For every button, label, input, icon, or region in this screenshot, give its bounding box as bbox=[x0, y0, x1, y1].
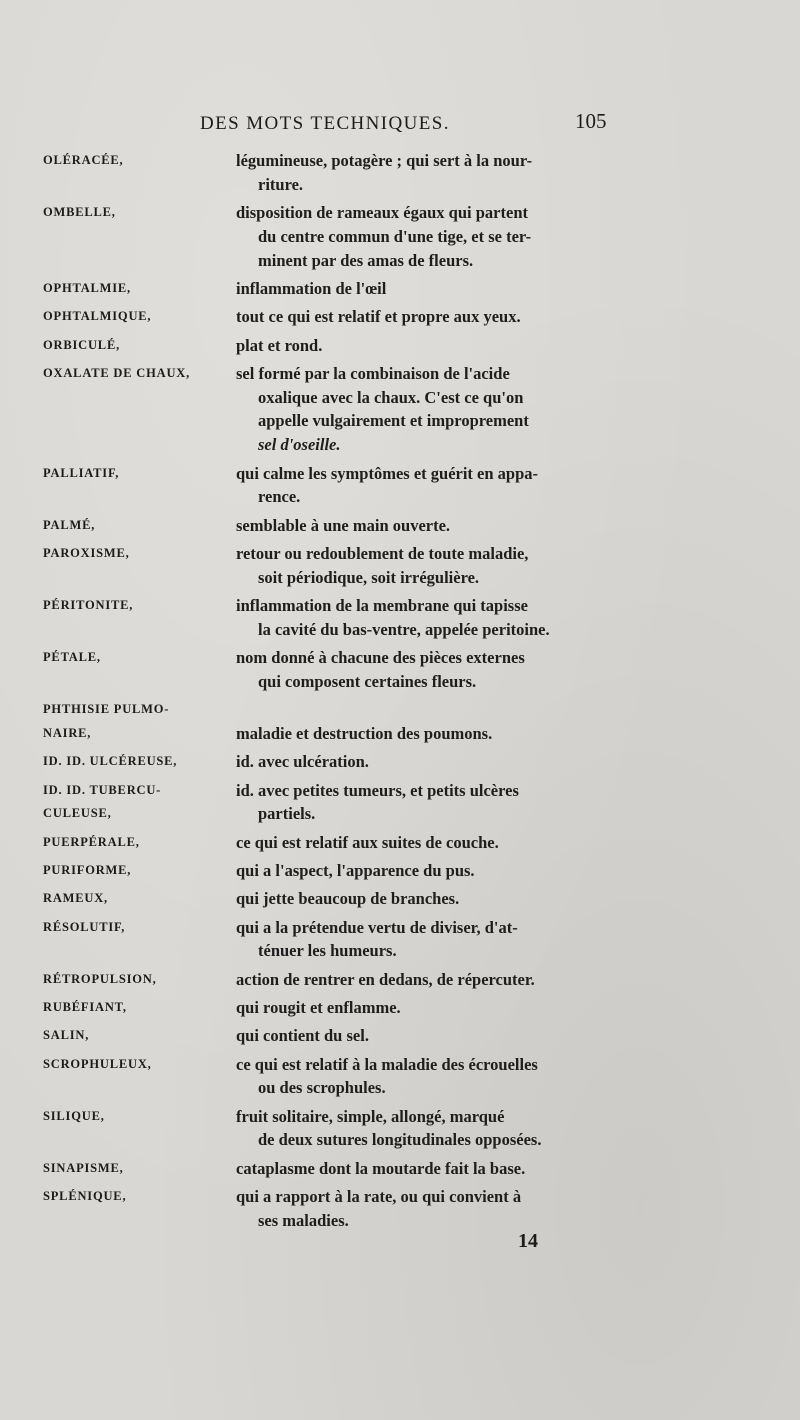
entry-definition-line: ce qui est relatif à la maladie des écrouelles bbox=[236, 1054, 538, 1074]
glossary-entry bbox=[43, 305, 643, 329]
entry-term bbox=[43, 542, 236, 566]
entry-definition bbox=[236, 305, 628, 329]
entry-definition-line: la cavité du bas-ventre, appelée peritoine. bbox=[258, 619, 550, 639]
entry-term bbox=[43, 305, 236, 329]
entry-definition-line: sel d'oseille. bbox=[258, 435, 341, 455]
glossary-entry bbox=[43, 859, 643, 883]
entry-definition-line: qui a rapport à la rate, ou qui convient à bbox=[236, 1187, 522, 1207]
entry-definition-line: partiels. bbox=[258, 804, 316, 824]
entry-definition-line: ou des scrophules. bbox=[258, 1078, 386, 1098]
entry-term-line: PÉRITONITE, bbox=[43, 598, 134, 613]
entry-term bbox=[43, 334, 236, 358]
entry-term-line: PURIFORME, bbox=[43, 863, 132, 878]
entry-definition bbox=[236, 831, 628, 855]
entry-definition-line: ténuer les humeurs. bbox=[258, 941, 397, 961]
entry-term bbox=[43, 1024, 236, 1048]
running-head: DES MOTS TECHNIQUES. bbox=[200, 113, 450, 134]
glossary-entry bbox=[43, 750, 643, 774]
entry-definition-line: qui calme les symptômes et guérit en appa- bbox=[236, 463, 539, 483]
entry-term-line: PALLIATIF, bbox=[43, 465, 120, 480]
entry-term bbox=[43, 201, 236, 225]
entry-term bbox=[43, 916, 236, 940]
glossary-entries bbox=[43, 149, 643, 1237]
entry-term-line: OPHTALMIE, bbox=[43, 280, 131, 295]
entry-definition-line: qui a l'aspect, l'apparence du pus. bbox=[236, 861, 475, 881]
entry-term bbox=[43, 362, 236, 386]
glossary-entry bbox=[43, 334, 643, 358]
glossary-entry bbox=[43, 968, 643, 992]
entry-definition-line: tout ce qui est relatif et propre aux yeux. bbox=[236, 307, 521, 327]
entry-definition bbox=[236, 779, 628, 827]
entry-definition-line: id. avec petites tumeurs, et petits ulcères bbox=[236, 780, 519, 800]
entry-term-line: OPHTALMIQUE, bbox=[43, 309, 152, 324]
entry-definition-line: oxalique avec la chaux. C'est ce qu'on bbox=[258, 387, 524, 407]
entry-definition-line: semblable à une main ouverte. bbox=[236, 515, 451, 535]
glossary-entry bbox=[43, 1185, 643, 1233]
entry-definition-line: maladie et destruction des poumons. bbox=[236, 724, 493, 744]
entry-term bbox=[43, 1185, 236, 1209]
entry-term-line: SPLÉNIQUE, bbox=[43, 1189, 127, 1204]
page-number: 105 bbox=[575, 109, 607, 133]
entry-definition bbox=[236, 594, 628, 642]
entry-term-line: PAROXISME, bbox=[43, 545, 130, 560]
entry-term-line: PALMÉ, bbox=[43, 517, 96, 532]
entry-term-line: CULEUSE, bbox=[43, 806, 112, 821]
entry-definition bbox=[236, 968, 628, 992]
entry-definition bbox=[236, 1024, 628, 1048]
entry-definition bbox=[236, 996, 628, 1020]
entry-definition bbox=[236, 750, 628, 774]
entry-definition-line: retour ou redoublement de toute maladie, bbox=[236, 543, 529, 563]
entry-term-line: ID. ID. ULCÉREUSE, bbox=[43, 754, 178, 769]
entry-term-line: SINAPISME, bbox=[43, 1160, 124, 1175]
entry-term-line: SCROPHULEUX, bbox=[43, 1056, 152, 1071]
entry-definition-line: fruit solitaire, simple, allongé, marqué bbox=[236, 1106, 505, 1126]
entry-term-line: RÉTROPULSION, bbox=[43, 971, 157, 986]
entry-term bbox=[43, 1053, 236, 1077]
entry-definition-line: du centre commun d'une tige, et se ter- bbox=[258, 226, 532, 246]
entry-definition-line: minent par des amas de fleurs. bbox=[258, 250, 474, 270]
glossary-entry bbox=[43, 779, 643, 827]
entry-term-line: RUBÉFIANT, bbox=[43, 1000, 127, 1014]
entry-definition-line: de deux sutures longitudinales opposées. bbox=[258, 1130, 542, 1150]
entry-definition bbox=[236, 277, 628, 301]
entry-term-line: ID. ID. TUBERCU- bbox=[43, 782, 162, 797]
glossary-entry bbox=[43, 1157, 643, 1181]
entry-term-line: PUERPÉRALE, bbox=[43, 834, 140, 849]
entry-definition bbox=[236, 916, 628, 964]
glossary-entry bbox=[43, 149, 643, 197]
glossary-entry bbox=[43, 698, 643, 746]
entry-definition bbox=[236, 646, 628, 694]
entry-term-line: PHTHISIE PULMO- bbox=[43, 702, 170, 717]
entry-definition-line: disposition de rameaux égaux qui partent bbox=[236, 203, 528, 223]
glossary-entry bbox=[43, 514, 643, 538]
entry-term bbox=[43, 646, 236, 670]
entry-term bbox=[43, 887, 236, 911]
glossary-entry bbox=[43, 887, 643, 911]
entry-definition-line: sel formé par la combinaison de l'acide bbox=[236, 363, 510, 383]
entry-definition bbox=[236, 514, 628, 538]
entry-definition-line: qui rougit et enflamme. bbox=[236, 998, 401, 1017]
entry-definition-line: qui composent certaines fleurs. bbox=[258, 671, 477, 691]
entry-term bbox=[43, 750, 236, 774]
entry-term-line: OXALATE DE CHAUX, bbox=[43, 365, 191, 380]
entry-term-line: PÉTALE, bbox=[43, 650, 101, 665]
entry-definition-line: plat et rond. bbox=[236, 335, 323, 355]
entry-definition-line: rence. bbox=[258, 487, 301, 507]
entry-term-line: OLÉRACÉE, bbox=[43, 153, 124, 167]
entry-term bbox=[43, 149, 236, 173]
glossary-entry bbox=[43, 1105, 643, 1153]
entry-term bbox=[43, 698, 236, 746]
entry-definition bbox=[236, 362, 628, 457]
entry-term bbox=[43, 859, 236, 883]
glossary-entry bbox=[43, 831, 643, 855]
glossary-entry bbox=[43, 1024, 643, 1048]
entry-definition-line: nom donné à chacune des pièces externes bbox=[236, 648, 525, 668]
glossary-entry bbox=[43, 594, 643, 642]
entry-term-line: SILIQUE, bbox=[43, 1108, 105, 1123]
entry-term-line: NAIRE, bbox=[43, 726, 92, 741]
entry-term bbox=[43, 1157, 236, 1181]
entry-definition-line: soit périodique, soit irrégulière. bbox=[258, 567, 480, 587]
entry-term-line: OMBELLE, bbox=[43, 205, 116, 220]
signature-mark: 14 bbox=[518, 1230, 538, 1252]
entry-definition bbox=[236, 698, 628, 746]
entry-term-line: RAMEUX, bbox=[43, 891, 108, 906]
entry-definition bbox=[236, 1185, 628, 1233]
entry-term bbox=[43, 594, 236, 618]
entry-definition-line: qui jette beaucoup de branches. bbox=[236, 889, 460, 909]
entry-definition bbox=[236, 1157, 628, 1181]
entry-term-line: SALIN, bbox=[43, 1028, 90, 1043]
entry-term bbox=[43, 277, 236, 301]
entry-definition bbox=[236, 1105, 628, 1153]
entry-term bbox=[43, 996, 236, 1020]
entry-definition bbox=[236, 149, 628, 197]
entry-definition-line: inflammation de la membrane qui tapisse bbox=[236, 596, 528, 616]
glossary-entry bbox=[43, 201, 643, 272]
entry-term-line: RÉSOLUTIF, bbox=[43, 919, 126, 934]
entry-definition bbox=[236, 859, 628, 883]
entry-definition bbox=[236, 201, 628, 272]
entry-definition bbox=[236, 542, 628, 590]
entry-definition-line bbox=[236, 698, 628, 722]
entry-term bbox=[43, 831, 236, 855]
entry-term bbox=[43, 1105, 236, 1129]
glossary-entry bbox=[43, 996, 643, 1020]
entry-definition bbox=[236, 462, 628, 510]
entry-definition-line: ses maladies. bbox=[258, 1210, 349, 1230]
entry-definition-line: appelle vulgairement et improprement bbox=[258, 411, 529, 431]
entry-definition-line: riture. bbox=[258, 174, 304, 194]
glossary-entry bbox=[43, 1053, 643, 1101]
entry-definition-line: légumineuse, potagère ; qui sert à la nour- bbox=[236, 151, 533, 170]
glossary-entry bbox=[43, 916, 643, 964]
entry-definition-line: cataplasme dont la moutarde fait la base. bbox=[236, 1158, 526, 1178]
entry-definition bbox=[236, 887, 628, 911]
glossary-entry bbox=[43, 277, 643, 301]
glossary-entry bbox=[43, 646, 643, 694]
entry-definition-line: qui contient du sel. bbox=[236, 1026, 369, 1046]
entry-term bbox=[43, 779, 236, 827]
glossary-entry bbox=[43, 462, 643, 510]
glossary-entry bbox=[43, 362, 643, 457]
entry-term bbox=[43, 514, 236, 538]
glossary-entry bbox=[43, 542, 643, 590]
entry-definition bbox=[236, 334, 628, 358]
entry-term bbox=[43, 968, 236, 992]
entry-definition-line: id. avec ulcération. bbox=[236, 752, 369, 772]
entry-definition bbox=[236, 1053, 628, 1101]
entry-definition-line: qui a la prétendue vertu de diviser, d'at- bbox=[236, 917, 518, 937]
entry-term-line: ORBICULÉ, bbox=[43, 337, 121, 352]
entry-definition-line: ce qui est relatif aux suites de couche. bbox=[236, 832, 499, 852]
entry-definition-line: inflammation de l'œil bbox=[236, 278, 387, 298]
entry-term bbox=[43, 462, 236, 486]
entry-definition-line: action de rentrer en dedans, de répercuter. bbox=[236, 969, 535, 989]
